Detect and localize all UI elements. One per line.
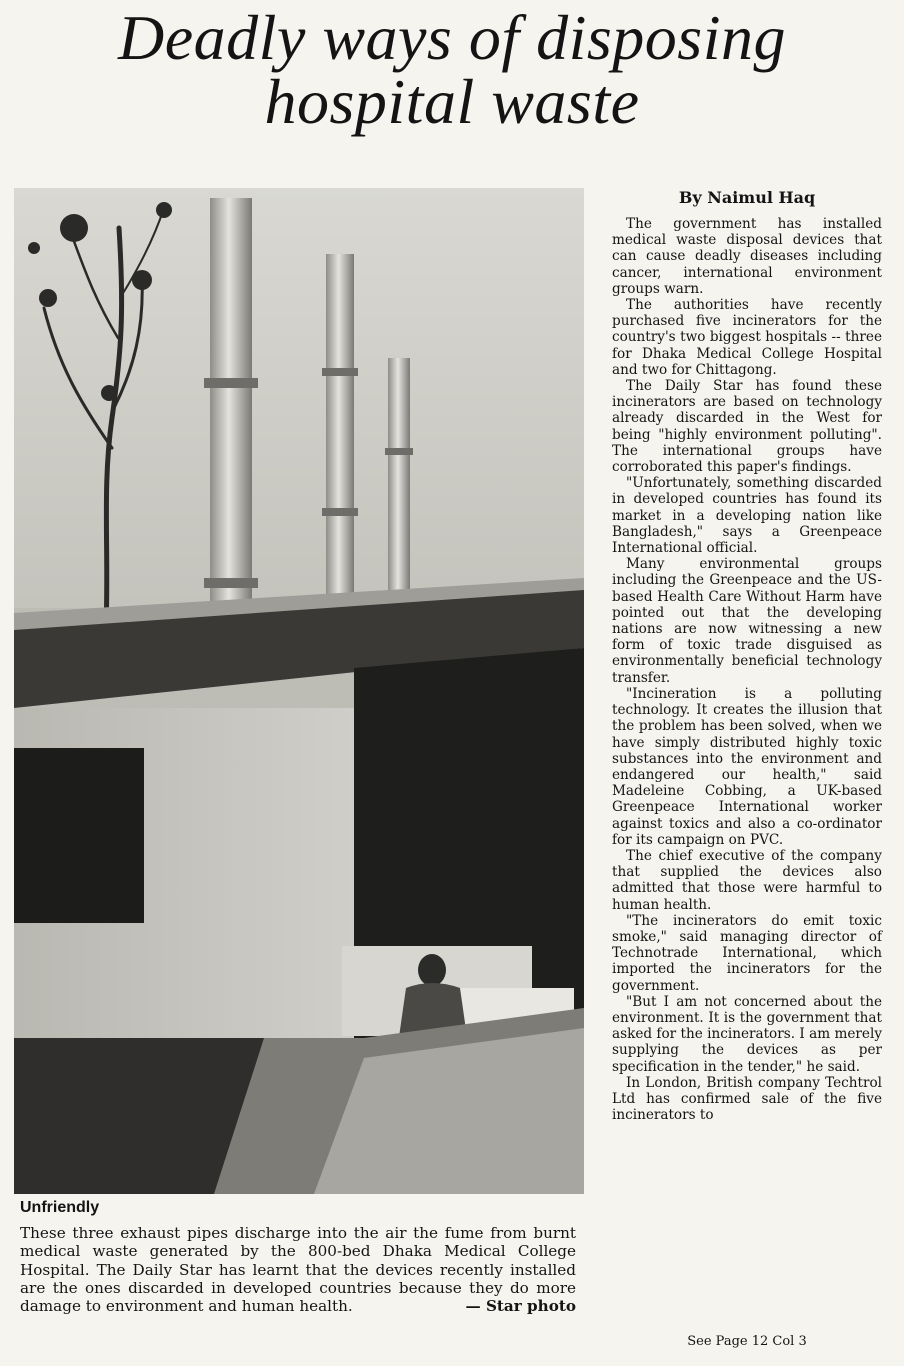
byline: By Naimul Haq bbox=[678, 188, 816, 207]
incinerator-photo-drawing bbox=[14, 188, 584, 1194]
continuation-note: See Page 12 Col 3 bbox=[687, 1334, 807, 1349]
article-paragraph: The Daily Star has found these incinerators are based on technology already discarded in the West for being "highly environment polluting". The international groups have corroborated this paper's findings. bbox=[612, 378, 882, 476]
article-column bbox=[612, 186, 882, 1123]
article-paragraph: Many environmental groups including the Greenpeace and the US-based Health Care Without Harm have pointed out that the developing nations are now witnessing a new form of toxic trade disguised as environmentally beneficial technology transfer. bbox=[612, 556, 882, 686]
article-paragraph: In London, British company Techtrol Ltd has confirmed sale of the five incinerators to bbox=[612, 1074, 882, 1124]
headline-line-1: Deadly ways of disposing bbox=[118, 2, 786, 73]
article-paragraph: "Incineration is a polluting technology. It creates the illusion that the problem has been solved, when we have simply distributed highly toxic substances into the environment and endangered our health," said Madeleine Cobbing, a UK-based Greenpeace International worker against toxics and also a co-ordinator for its campaign on PVC. bbox=[612, 685, 882, 848]
headline bbox=[0, 2, 904, 137]
photo-caption bbox=[20, 1198, 576, 1315]
article-paragraph: The chief executive of the company that supplied the devices also admitted that those were harmful to human health. bbox=[612, 847, 882, 913]
news-photo bbox=[14, 188, 584, 1194]
caption-title: Unfriendly bbox=[20, 1199, 100, 1216]
caption-body: These three exhaust pipes discharge into the air the fume from burnt medical waste generated by the 800-bed Dhaka Medical College Hospital. The Daily Star has learnt that the devices recently installed are the ones discarded in developed countries because they do more damage to environment and human health. bbox=[20, 1224, 576, 1316]
caption-text bbox=[20, 1224, 576, 1315]
article-paragraph: The authorities have recently purchased five incinerators for the country's two biggest hospitals -- three for Dhaka Medical College Hospital and two for Chittagong. bbox=[612, 297, 882, 378]
photo-credit: — Star photo bbox=[465, 1297, 576, 1316]
article-paragraph: "Unfortunately, something discarded in developed countries has found its market in a developing nation like Bangladesh," says a Greenpeace International official. bbox=[612, 475, 882, 557]
article-paragraph: The government has installed medical waste disposal devices that can cause deadly diseases including cancer, international environment groups warn. bbox=[612, 216, 882, 297]
article-paragraph: "The incinerators do emit toxic smoke," said managing director of Technotrade International, which imported the incinerators for the government. bbox=[612, 912, 882, 994]
headline-line-2: hospital waste bbox=[264, 66, 640, 137]
article-paragraph: "But I am not concerned about the environment. It is the government that asked for the incinerators. I am merely supplying the devices as per specification in the tender," he said. bbox=[612, 993, 882, 1075]
